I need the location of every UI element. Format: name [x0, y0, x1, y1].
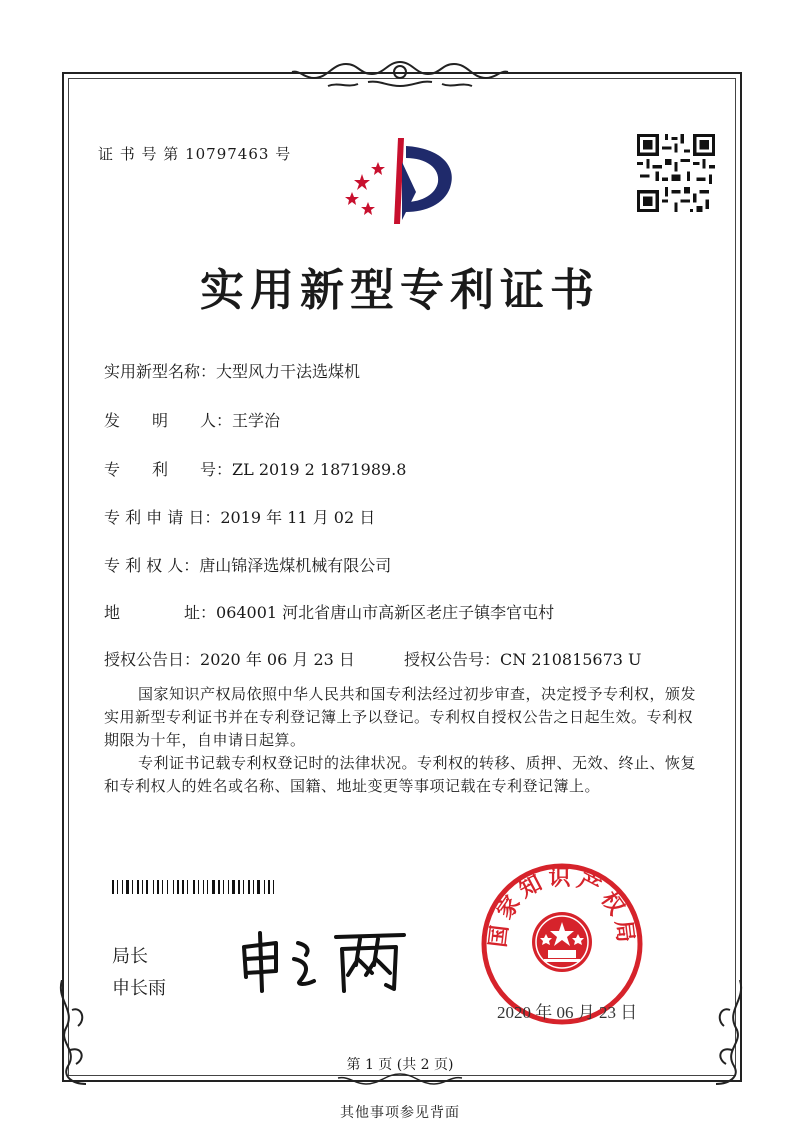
address-value: 064001 河北省唐山市高新区老庄子镇李官屯村: [216, 603, 555, 622]
inventor-label: 发 明 人：: [104, 411, 233, 430]
patent-number-value: ZL 2019 2 1871989.8: [232, 460, 407, 479]
seal-date: 2020 年 06 月 23 日: [497, 1003, 638, 1022]
patent-number-row: [104, 457, 406, 480]
top-ornament: [288, 56, 512, 92]
director-title: 局长: [112, 946, 148, 967]
grant-number-label: 授权公告号：: [404, 650, 501, 669]
grant-date-row: [104, 647, 355, 670]
certificate-number-suffix: 号: [275, 145, 292, 163]
application-date-label: 专 利 申 请 日：: [104, 508, 221, 527]
patentee-value: 唐山锦泽选煤机械有限公司: [199, 556, 392, 575]
svg-text:国家知识产权局: 国家知识产权局: [485, 866, 639, 949]
address-label: 地 址：: [104, 603, 217, 622]
utility-model-name-value: 大型风力干法选煤机: [216, 362, 361, 381]
qr-code: [637, 133, 715, 213]
address-row: [104, 600, 554, 623]
barcode: [112, 880, 320, 894]
page-number: 第 1 页 (共 2 页): [346, 1057, 454, 1073]
grant-number-value: CN 210815673 U: [500, 650, 642, 669]
body-paragraph-2: 专利证书记载专利权登记时的法律状况。专利权的转移、质押、无效、终止、恢复和专利权人的姓名或名称、国籍、地址变更等事项记载在专利登记簿上。: [104, 754, 697, 795]
grant-date-label: 授权公告日：: [104, 650, 201, 669]
patentee-label: 专 利 权 人：: [104, 556, 200, 575]
grant-date-value: 2020 年 06 月 23 日: [200, 650, 355, 669]
grant-number-row: [404, 647, 642, 670]
patent-number-label: 专 利 号：: [104, 460, 233, 479]
inventor-row: [104, 408, 280, 431]
certificate-number: [98, 143, 291, 164]
director-name: 申长雨: [112, 978, 166, 999]
cnipa-logo: [340, 132, 460, 232]
certificate-number-value: 10797463: [185, 145, 270, 163]
director-signature: [236, 925, 416, 995]
body-paragraph-1: 国家知识产权局依照中华人民共和国专利法经过初步审查，决定授予专利权，颁发实用新型专利证书并在专利登记簿上予以登记。专利权自授权公告之日起生效。专利权期限为十年，自申请日起算。: [104, 685, 697, 749]
certificate-title: 实用新型专利证书: [200, 265, 600, 316]
certificate-number-label: 证 书 号 第: [98, 145, 180, 163]
application-date-row: [104, 505, 375, 528]
inventor-value: 王学治: [232, 411, 281, 430]
application-date-value: 2019 年 11 月 02 日: [220, 508, 376, 527]
patentee-row: [104, 553, 391, 576]
utility-model-name-row: [104, 359, 360, 382]
footer-note: 其他事项参见背面: [340, 1105, 460, 1121]
utility-model-name-label: 实用新型名称：: [104, 362, 217, 381]
